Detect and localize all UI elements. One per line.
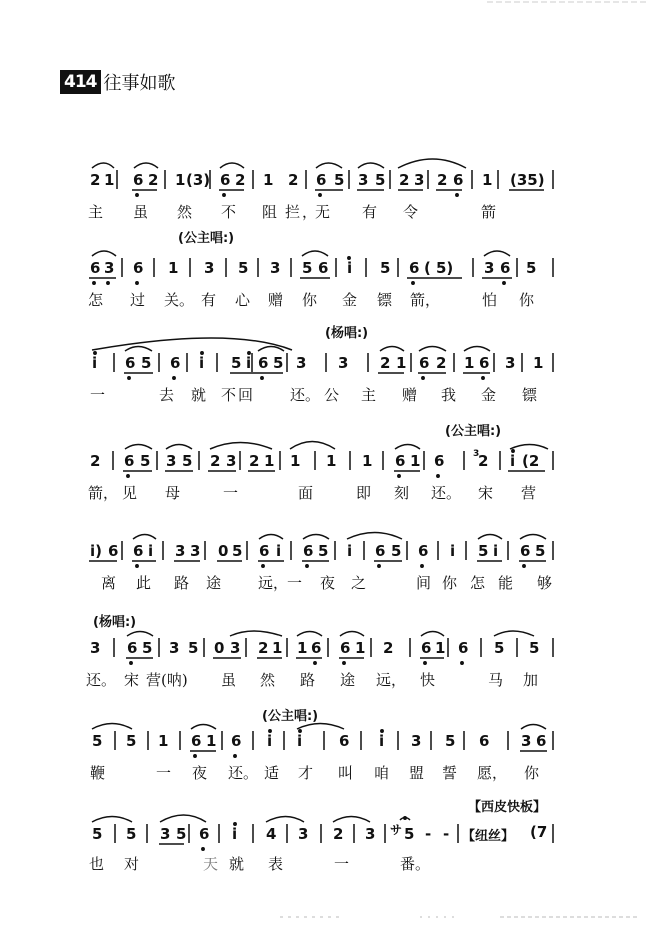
- svg-text:4: 4: [266, 825, 277, 843]
- lyric-char: 表: [268, 855, 284, 873]
- svg-text:i: i: [148, 542, 154, 560]
- lyric-char: 之: [351, 574, 367, 592]
- svg-text:5: 5: [334, 171, 345, 189]
- svg-text:6: 6: [170, 354, 181, 372]
- lyric-char: 主: [88, 203, 104, 221]
- lyric-char: 一: [156, 764, 172, 782]
- svg-text:6: 6: [258, 354, 269, 372]
- system-7-notes: [92, 732, 546, 750]
- svg-text:i: i: [510, 452, 516, 470]
- svg-text:2: 2: [437, 171, 448, 189]
- svg-text:(3): (3): [186, 171, 211, 189]
- svg-text:3: 3: [226, 452, 237, 470]
- svg-text:3: 3: [296, 354, 307, 372]
- lyric-char: 主: [361, 386, 377, 404]
- lyric-char: 有: [201, 291, 217, 309]
- lyric-char: 金: [481, 386, 497, 404]
- svg-text:6: 6: [340, 639, 351, 657]
- svg-text:6: 6: [231, 732, 242, 750]
- svg-text:5: 5: [141, 354, 152, 372]
- svg-text:5: 5: [535, 542, 546, 560]
- svg-text:(35): (35): [510, 171, 545, 189]
- svg-text:1: 1: [355, 639, 366, 657]
- lyric-char: 夜: [320, 574, 336, 592]
- svg-text:2: 2: [436, 354, 447, 372]
- svg-text:6: 6: [453, 171, 464, 189]
- svg-text:i: i: [92, 354, 98, 372]
- svg-text:5: 5: [526, 259, 537, 277]
- lyric-char: 金: [342, 291, 358, 309]
- lyric-char: 还。: [290, 386, 321, 404]
- svg-text:1: 1: [158, 732, 169, 750]
- svg-text:3: 3: [298, 825, 309, 843]
- svg-text:2: 2: [90, 452, 101, 470]
- svg-text:5: 5: [478, 542, 489, 560]
- svg-text:5: 5: [404, 825, 415, 843]
- svg-text:5: 5: [182, 452, 193, 470]
- lyric-char: 对: [124, 855, 140, 873]
- svg-text:6: 6: [458, 639, 469, 657]
- svg-text:6: 6: [108, 542, 119, 560]
- lyric-char: 阻: [262, 203, 278, 221]
- lyric-char: 令: [403, 203, 419, 221]
- lyric-char: 叫: [338, 764, 354, 782]
- svg-text:(2: (2: [522, 452, 540, 470]
- lyric-char: 适: [264, 764, 280, 782]
- lyric-char: 才: [298, 764, 314, 782]
- lyric-char: 天: [203, 855, 219, 873]
- svg-text:2: 2: [288, 171, 299, 189]
- lyric-char: 即: [356, 484, 372, 502]
- system-1-notes: [90, 171, 545, 189]
- svg-text:2: 2: [249, 452, 260, 470]
- lyric-char: 心: [235, 291, 251, 309]
- svg-text:3: 3: [505, 354, 516, 372]
- system-6-lines: [114, 631, 553, 664]
- lyric-char: 离: [101, 574, 117, 592]
- svg-text:2: 2: [148, 171, 159, 189]
- svg-text:6: 6: [90, 259, 101, 277]
- svg-text:i: i: [450, 542, 456, 560]
- lyric-char: 你: [302, 291, 318, 309]
- svg-text:2: 2: [478, 452, 489, 470]
- svg-text:1: 1: [435, 639, 446, 657]
- svg-text:6: 6: [133, 171, 144, 189]
- lyric-char: 路: [174, 574, 190, 592]
- svg-text:i: i: [276, 542, 282, 560]
- svg-text:i: i: [297, 732, 303, 750]
- svg-text:3: 3: [365, 825, 376, 843]
- role-gongzhu-3: (公主唱:): [262, 709, 319, 724]
- svg-text:5): 5): [436, 259, 454, 277]
- svg-text:1: 1: [168, 259, 179, 277]
- lyric-char: 过: [130, 291, 146, 309]
- svg-text:3: 3: [160, 825, 171, 843]
- svg-text:5: 5: [318, 542, 329, 560]
- svg-text:3: 3: [338, 354, 349, 372]
- svg-text:6: 6: [375, 542, 386, 560]
- lyric-char: 刻: [394, 484, 410, 502]
- lyric-char: ，: [302, 203, 318, 221]
- svg-text:2: 2: [235, 171, 246, 189]
- svg-text:5: 5: [176, 825, 187, 843]
- lyric-char: 加: [523, 671, 539, 689]
- svg-text:3: 3: [230, 639, 241, 657]
- lyric-char: 赠: [402, 386, 418, 404]
- svg-text:5: 5: [126, 825, 137, 843]
- lyric-char: 快: [420, 671, 436, 689]
- book-title: 往事如歌: [103, 73, 176, 94]
- lyric-char: 见: [122, 484, 138, 502]
- svg-text:2: 2: [90, 171, 101, 189]
- svg-text:2: 2: [399, 171, 410, 189]
- lyric-char: 去: [159, 386, 175, 404]
- page-number: 414: [60, 70, 101, 94]
- svg-text:0: 0: [218, 542, 229, 560]
- svg-text:i: i: [379, 732, 385, 750]
- svg-text:1: 1: [464, 354, 475, 372]
- lyric-char: 不: [221, 203, 237, 221]
- lyric-char: 马: [488, 671, 504, 689]
- svg-text:i: i: [347, 542, 353, 560]
- svg-text:3: 3: [104, 259, 115, 277]
- svg-text:1: 1: [482, 171, 493, 189]
- svg-text:3: 3: [204, 259, 215, 277]
- svg-text:1: 1: [290, 452, 301, 470]
- lyric-char: 间: [416, 574, 432, 592]
- svg-text:3: 3: [414, 171, 425, 189]
- lyric-char: 还。: [431, 484, 462, 502]
- lyric-char: 愿，: [477, 764, 508, 782]
- svg-text:5: 5: [391, 542, 402, 560]
- svg-text:6: 6: [127, 639, 138, 657]
- lyric-char: 你: [524, 764, 540, 782]
- svg-text:6: 6: [339, 732, 350, 750]
- svg-text:5: 5: [494, 639, 505, 657]
- svg-text:6: 6: [479, 732, 490, 750]
- lyric-char: 镖: [522, 386, 538, 404]
- svg-text:5: 5: [445, 732, 456, 750]
- svg-text:5: 5: [375, 171, 386, 189]
- role-gongzhu-1: (公主唱:): [178, 231, 235, 246]
- lyric-char: 远，: [376, 671, 407, 689]
- lyric-char: 你: [519, 291, 535, 309]
- system-5-notes: [90, 542, 545, 560]
- lyric-char: 不: [221, 386, 237, 404]
- system-6-notes: [90, 639, 539, 657]
- lyric-char: 虽: [133, 203, 149, 221]
- lyric-char: 宋: [124, 671, 140, 689]
- lyric-char: 面: [298, 484, 314, 502]
- svg-text:2: 2: [210, 452, 221, 470]
- svg-text:3: 3: [90, 639, 101, 657]
- lyric-char: 怎: [88, 291, 104, 309]
- lyric-char: 路: [300, 671, 316, 689]
- lyric-char: 营(呐): [146, 671, 188, 689]
- lyric-char: 然: [177, 203, 193, 221]
- svg-text:6: 6: [421, 639, 432, 657]
- svg-text:1: 1: [272, 639, 283, 657]
- svg-text:2: 2: [383, 639, 394, 657]
- lyric-char: 箭: [481, 203, 497, 221]
- svg-text:5: 5: [380, 259, 391, 277]
- svg-text:6: 6: [303, 542, 314, 560]
- lyric-char: 虽: [221, 671, 237, 689]
- lyric-char: 母: [165, 484, 181, 502]
- lyric-char: 一: [287, 574, 303, 592]
- svg-text:i: i: [199, 354, 205, 372]
- svg-text:3: 3: [411, 732, 422, 750]
- lyric-char: 一: [223, 484, 239, 502]
- svg-text:5: 5: [238, 259, 249, 277]
- svg-text:6: 6: [124, 452, 135, 470]
- svg-text:6: 6: [418, 542, 429, 560]
- svg-text:5: 5: [231, 354, 242, 372]
- svg-text:(: (: [424, 259, 431, 277]
- svg-text:6: 6: [259, 542, 270, 560]
- svg-text:1: 1: [362, 452, 373, 470]
- svg-text:5: 5: [92, 825, 103, 843]
- role-yang-2: (杨唱:): [93, 615, 137, 630]
- svg-text:-: -: [443, 825, 450, 843]
- lyric-char: 能: [498, 574, 514, 592]
- lyric-char: 营: [521, 484, 537, 502]
- svg-text:i: i: [246, 354, 252, 372]
- svg-text:6: 6: [220, 171, 231, 189]
- svg-text:1: 1: [326, 452, 337, 470]
- lyric-char: 回: [238, 386, 254, 404]
- lyric-char: 一: [334, 855, 350, 873]
- svg-text:i: i: [347, 259, 353, 277]
- svg-text:6: 6: [318, 259, 329, 277]
- svg-text:5: 5: [232, 542, 243, 560]
- lyric-char: 赠: [268, 291, 284, 309]
- svg-text:0: 0: [214, 639, 225, 657]
- lyric-char: 然: [260, 671, 276, 689]
- lyric-char: 无: [315, 203, 331, 221]
- svg-text:2: 2: [333, 825, 344, 843]
- svg-text:1: 1: [533, 354, 544, 372]
- svg-text:3: 3: [484, 259, 495, 277]
- svg-text:1: 1: [263, 171, 274, 189]
- svg-text:6: 6: [434, 452, 445, 470]
- svg-text:5: 5: [529, 639, 540, 657]
- ending-note: (7: [530, 823, 548, 841]
- lyric-char: 途: [206, 574, 222, 592]
- lyric-char: 还。: [228, 764, 259, 782]
- svg-text:6: 6: [133, 259, 144, 277]
- svg-text:6: 6: [479, 354, 490, 372]
- lyric-char: 也: [89, 855, 105, 873]
- lyric-char: 远，: [258, 574, 289, 592]
- svg-text:i: i: [232, 825, 238, 843]
- banshi-marking: 【西皮快板】: [468, 800, 547, 815]
- sa-marking: サ: [390, 823, 403, 837]
- svg-text:6: 6: [125, 354, 136, 372]
- svg-text:6: 6: [395, 452, 406, 470]
- svg-text:2: 2: [380, 354, 391, 372]
- svg-text:5: 5: [126, 732, 137, 750]
- lyric-char: 一: [90, 386, 106, 404]
- svg-text:1: 1: [175, 171, 186, 189]
- lyric-char: 夜: [192, 764, 208, 782]
- lyric-char: 盟: [409, 764, 425, 782]
- svg-text:3: 3: [358, 171, 369, 189]
- lyric-char: 拦: [285, 203, 301, 221]
- svg-text:1: 1: [297, 639, 308, 657]
- svg-text:3: 3: [169, 639, 180, 657]
- svg-text:1: 1: [104, 171, 115, 189]
- svg-text:3: 3: [521, 732, 532, 750]
- svg-text:1: 1: [206, 732, 217, 750]
- svg-text:5: 5: [302, 259, 313, 277]
- svg-text:1: 1: [396, 354, 407, 372]
- lyric-char: 咱: [374, 764, 390, 782]
- lyric-char: 还。: [86, 671, 117, 689]
- lyric-char: 怕: [482, 291, 498, 309]
- svg-text:6: 6: [500, 259, 511, 277]
- role-yang-1: (杨唱:): [325, 326, 369, 341]
- svg-text:5: 5: [188, 639, 199, 657]
- lyric-char: 有: [362, 203, 378, 221]
- svg-text:6: 6: [199, 825, 210, 843]
- lyric-char: 箭，: [88, 484, 119, 502]
- lyric-char: 途: [340, 671, 356, 689]
- lyric-char: 鞭: [90, 764, 106, 782]
- svg-text:3: 3: [175, 542, 186, 560]
- lyric-char: 就: [191, 386, 207, 404]
- lyric-char: 箭，: [410, 291, 441, 309]
- lyric-char: 你: [442, 574, 458, 592]
- zisi-marking: 【纽丝】: [462, 829, 515, 844]
- system-2-notes: [90, 259, 536, 277]
- lyric-char: 关。: [164, 291, 195, 309]
- svg-text:3: 3: [166, 452, 177, 470]
- svg-text:6: 6: [536, 732, 547, 750]
- svg-text:6: 6: [133, 542, 144, 560]
- svg-text:i: i: [267, 732, 273, 750]
- svg-text:6: 6: [409, 259, 420, 277]
- svg-text:6: 6: [419, 354, 430, 372]
- lyric-char: 誓: [442, 764, 458, 782]
- lyric-char: 公: [324, 386, 340, 404]
- svg-text:1: 1: [264, 452, 275, 470]
- lyric-char: 我: [441, 386, 457, 404]
- role-gongzhu-2: (公主唱:): [445, 424, 502, 439]
- lyric-char: 就: [229, 855, 245, 873]
- lyric-char: 宋: [478, 484, 494, 502]
- svg-text:5: 5: [140, 452, 151, 470]
- svg-text:5: 5: [273, 354, 284, 372]
- lyric-char: 怎: [470, 574, 486, 592]
- svg-text:2: 2: [258, 639, 269, 657]
- svg-text:6: 6: [520, 542, 531, 560]
- svg-text:5: 5: [92, 732, 103, 750]
- svg-text:3: 3: [190, 542, 201, 560]
- lyric-char: 番。: [400, 855, 431, 873]
- svg-text:6: 6: [191, 732, 202, 750]
- svg-text:i: i: [493, 542, 499, 560]
- svg-text:-: -: [425, 825, 432, 843]
- svg-text:5: 5: [142, 639, 153, 657]
- svg-text:6: 6: [311, 639, 322, 657]
- svg-text:3: 3: [270, 259, 281, 277]
- svg-text:i): i): [90, 542, 102, 560]
- lyric-char: 镖: [377, 291, 393, 309]
- lyric-char: 此: [136, 574, 152, 592]
- svg-text:3: 3: [473, 449, 480, 459]
- lyric-char: 够: [537, 574, 553, 592]
- svg-text:6: 6: [316, 171, 327, 189]
- svg-text:1: 1: [410, 452, 421, 470]
